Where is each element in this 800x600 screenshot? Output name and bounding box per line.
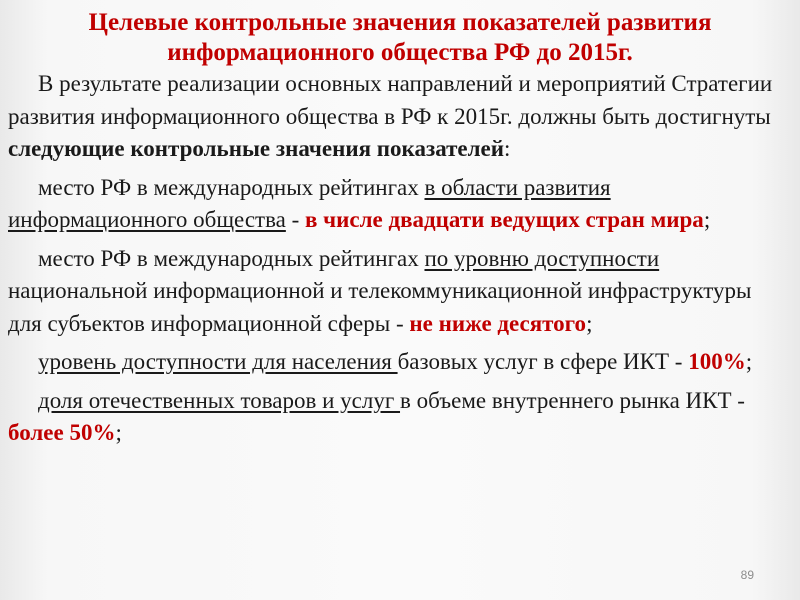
item-2-underlined: по уровню доступности <box>424 245 660 271</box>
item-4-end: ; <box>115 420 122 445</box>
intro-end: : <box>503 136 511 161</box>
item-1-end: ; <box>703 207 711 232</box>
item-1-mid: - <box>285 207 306 232</box>
item-2-target-value: не ниже десятого <box>409 310 587 336</box>
slide-title-line-1: Целевые контрольные значения показателей развития <box>88 9 712 36</box>
intro-bold-text: следующие контрольные значения показателей <box>8 136 504 161</box>
item-3-target-value: 100% <box>688 349 746 374</box>
item-2-mid: национальной информационной и телекоммуникационной инфраструктуры для субъектов информационной сферы - <box>8 278 752 336</box>
indicator-item-2 <box>8 243 778 341</box>
page-number: 89 <box>740 568 754 582</box>
slide-body <box>8 68 778 450</box>
item-4-mid: в объеме внутреннего рынка ИКТ - <box>400 387 745 413</box>
slide-title <box>40 8 760 68</box>
indicator-item-3 <box>8 346 778 379</box>
item-3-underlined: уровень доступности для населения <box>38 349 398 374</box>
indicator-item-4 <box>8 385 778 450</box>
item-1-target-value: в числе двадцати ведущих стран мира <box>305 207 704 232</box>
slide-title-line-2: информационного общества РФ до 2015г. <box>167 39 633 66</box>
item-1-start: место РФ в международных рейтингах <box>38 174 425 200</box>
intro-paragraph <box>8 68 778 166</box>
item-3-mid: базовых услуг в сфере ИКТ - <box>397 349 689 374</box>
intro-text: В результате реализации основных направлений и мероприятий Стратегии развития информационного общества в РФ к 2015г. должны быть достигнуты <box>8 71 773 129</box>
indicator-item-1 <box>8 172 778 237</box>
item-3-end: ; <box>745 349 753 374</box>
item-4-underlined: доля отечественных товаров и услуг <box>38 387 401 413</box>
item-2-end: ; <box>586 310 593 336</box>
item-4-target-value: более 50% <box>8 420 116 445</box>
item-1-underlined: в области развития информационного общества <box>8 174 611 232</box>
item-2-start: место РФ в международных рейтингах <box>38 245 425 271</box>
